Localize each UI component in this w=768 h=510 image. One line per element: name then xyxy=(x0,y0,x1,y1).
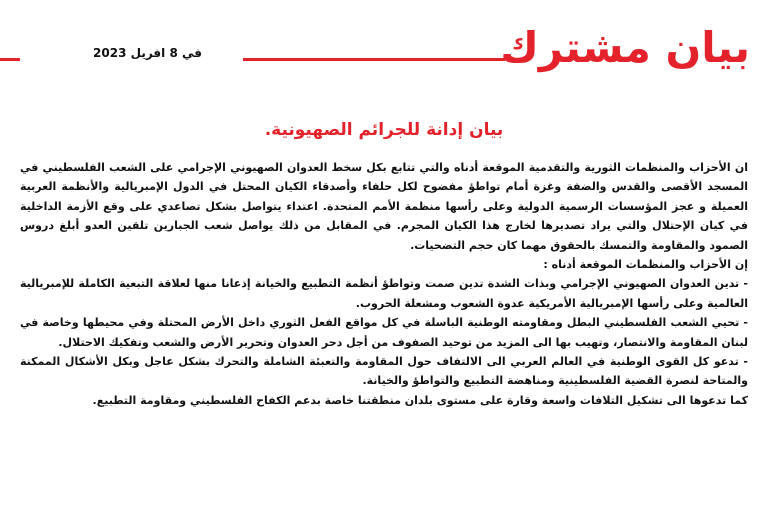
statement-heading: بيان إدانة للجرائم الصهيونية. xyxy=(264,120,504,140)
document-date: في 8 افريل 2023 xyxy=(93,46,202,60)
header xyxy=(0,0,768,90)
point-call: - تدعو كل القوى الوطنية في العالم العربي الى الالتفاف حول المقاومة والتعبئة الشاملة والتحرك بشكل عاجل وبكل الأشكال الممكنة والمتاحة لنصرة القضية الفلسطينية ومناهضة التطبيع والتواطؤ والخيانة. xyxy=(20,355,748,388)
point-salute: - تحيي الشعب الفلسطيني البطل ومقاومته الوطنية الباسلة في كل مواقع الفعل الثوري داخل الأرض المحتلة وفي محيطها وخاصة في لبنان المقاومة والانتصار، وتهيب بها الى المزيد من توحيد الصفوف من أجل دحر العدوان وتحرير الأرض والشعب وتفكيك الاحتلال. xyxy=(20,316,748,349)
intro-paragraph: ان الأحزاب والمنظمات الثورية والتقدمية الموقعة أدناه والتي تتابع بكل سخط العدوان الصهيوني الإجرامي على الشعب الفلسطيني في المسجد الأقصى والقدس والضفة وغزة أمام تواطؤ مفضوح لكل حلفاء وأصدقاء الكيان المحتل في الدول الإمبريالية والأنظمة العربية العميلة و عجز المؤسسات الرسمية الدولية وعلى رأسها منظمة الأمم المتحدة. اعتداء يتواصل بشكل تصاعدي على وقع الأزمة الداخلية في كيان الإحتلال والتي يراد تصديرها لخارج هذا الكيان المجرم. في المقابل من ذلك يواصل شعب الجبارين تلقين العدو أبلغ دروس الصمود والمقاومة والتمسك بالحقوق مهما كان حجم التضحيات. xyxy=(20,161,748,252)
header-rule-right xyxy=(243,58,505,61)
point-condemn: - تدين العدوان الصهيوني الإجرامي وبذات الشدة تدين صمت وتواطؤ أنظمة التطبيع والخيانة إذعانا منها لعلاقة التبعية الكاملة للإمبريالية العالمية وعلى رأسها الإمبريالية الأمريكية عدوة الشعوب ومشعلة الحروب. xyxy=(20,277,748,310)
signatories-line: إن الأحزاب والمنظمات الموقعة أدناه : xyxy=(543,258,748,272)
statement-body xyxy=(20,158,748,510)
closing-paragraph: كما تدعوها الى تشكيل التلافات واسعة وقارة على مستوى بلدان منطقتنا خاصة بدعم الكفاح الفلسطيني ومقاومة التطبيع. xyxy=(92,393,748,407)
document-title: بيان مشترك xyxy=(500,23,750,72)
header-rule-left xyxy=(0,58,20,61)
